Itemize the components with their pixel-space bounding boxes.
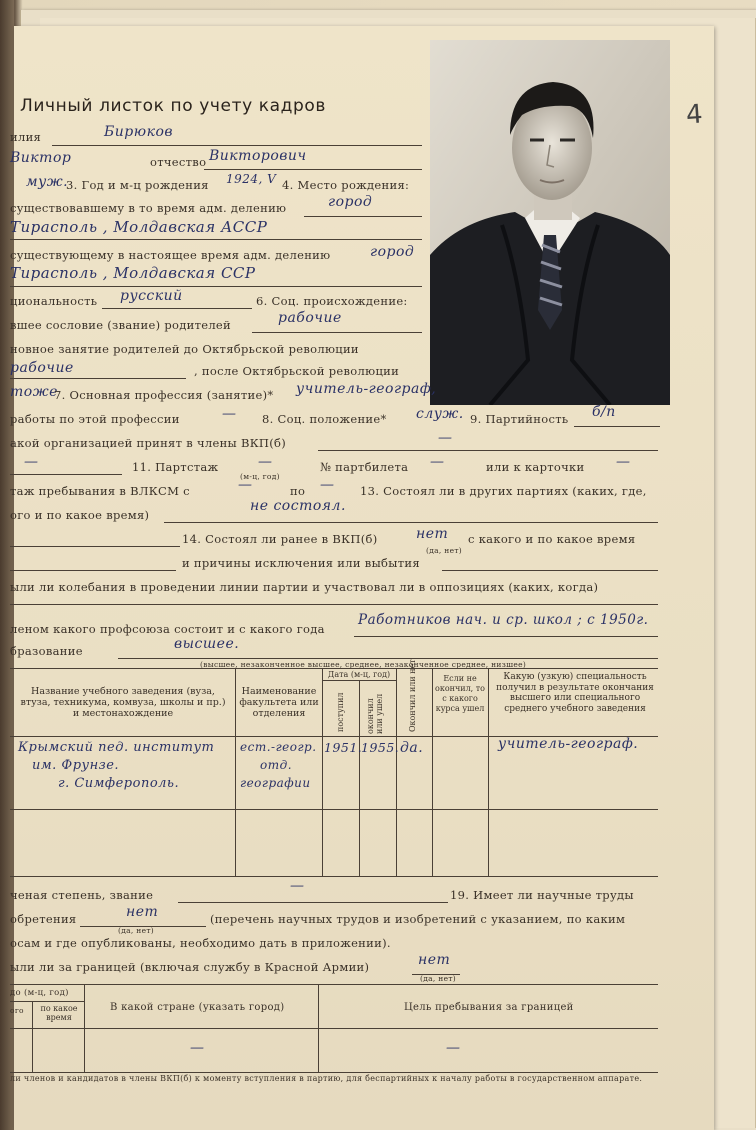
party-term-value: — (258, 454, 273, 470)
komsomol-from: — (238, 477, 253, 493)
estate-value: рабочие (278, 310, 342, 326)
footnote: ли членов и кандидатов в члены ВКП(б) к моменту вступления в партию, для беспартийных к началу работы в государственном аппарате. (10, 1074, 643, 1083)
other-party-line (164, 522, 658, 523)
position-label: 8. Соц. положение* (262, 412, 387, 426)
abroad-col-from: ого (10, 1006, 24, 1015)
other-party-label-2: ого и по какое время) (10, 508, 150, 522)
portrait-photo (430, 40, 670, 405)
abroad-col-1 (32, 1001, 33, 1072)
abroad-col-2 (84, 984, 85, 1072)
birthplace-label: 4. Место рождения: (282, 178, 410, 192)
party-label: 9. Партийность (470, 412, 569, 426)
form-sheet (10, 26, 714, 1130)
education-label: бразование (10, 644, 83, 658)
card2-label: или к карточки (486, 460, 585, 474)
komsomol-label: таж пребывания в ВЛКСМ с (10, 484, 190, 498)
n14-value: нет (416, 526, 449, 542)
science-label: ченая степень, звание (10, 888, 154, 902)
nationality-line (102, 308, 252, 309)
patronymic-label: отчество (150, 155, 207, 169)
edu-table-row1-bottom (10, 809, 658, 810)
n14-hint: (да, нет) (426, 546, 462, 555)
current-division-label: существующему в настоящее время адм. делению (10, 248, 331, 262)
science-value: — (290, 878, 305, 894)
current-division-value: город (370, 244, 415, 260)
science-line (178, 902, 448, 903)
old-division-label: существовавшему в то время адм. делению (10, 201, 287, 215)
surname-line (52, 145, 422, 146)
institution-line-2: им. Фрунзе. (32, 758, 120, 773)
entered-value: 1951. (324, 740, 363, 755)
komsomol-to-label: по (290, 484, 306, 498)
edu-table-bottom (10, 876, 658, 877)
header-dates: Дата (м-ц, год) (327, 670, 391, 679)
oscillation-label: ыли ли колебания в проведении линии партии и участвовал ли в оппозициях (каких, когда) (10, 580, 599, 594)
card2-value: — (616, 454, 631, 470)
abroad-sub-line (10, 1001, 84, 1002)
graduated-value: 1955. (361, 740, 400, 755)
nationality-value: русский (120, 288, 183, 304)
work-value: — (222, 406, 237, 422)
estate-label: вшее сословие (звание) родителей (10, 318, 232, 332)
exclusion-line (442, 570, 658, 571)
old-place-line (10, 239, 422, 240)
name-value: Виктор (10, 150, 72, 166)
origin-label: 6. Соц. происхождение: (256, 294, 408, 308)
n14-tail: с какого и по какое время (468, 532, 636, 546)
sex-value: муж. (26, 174, 69, 190)
n11-lead-line (10, 474, 122, 475)
month-year-hint: (м-ц, год) (240, 472, 280, 481)
patronymic-line (204, 169, 422, 170)
invention-hint: (да, нет) (118, 926, 154, 935)
org-value: — (438, 430, 453, 446)
header-graduated: окончил или ушел (366, 693, 384, 734)
occupation-label: новное занятие родителей до Октябрьской революции (10, 342, 359, 356)
institution-line-3: г. Симферополь. (58, 776, 180, 791)
invention-label: обретения (10, 912, 77, 926)
profession-value: учитель-географ, (296, 381, 437, 397)
occupation-before-value: рабочие (10, 360, 74, 376)
invention-value: нет (126, 904, 159, 920)
abroad-row-country: — (190, 1040, 205, 1056)
party-term-label: 11. Партстаж (132, 460, 219, 474)
card-value: — (430, 454, 445, 470)
education-value: высшее. (174, 636, 240, 652)
header-specialty: Какую (узкую) специальность получил в результате окончания высшего или специального среднего учебного заведения (496, 672, 654, 714)
header-faculty: Наименование факультета или отделения (239, 686, 319, 719)
col-divider-3 (359, 680, 360, 876)
abroad-col-to: по какое время (40, 1004, 78, 1022)
estate-line (252, 332, 422, 333)
org-line (318, 450, 658, 451)
oscillation-line (10, 604, 658, 605)
occupation-line (10, 378, 186, 379)
org-label: акой организацией принят в члены ВКП(б) (10, 436, 287, 450)
abroad-col-country: В какой стране (указать город) (110, 1002, 285, 1013)
abroad-value: нет (418, 952, 451, 968)
current-place-value: Тирасполь , Молдавская ССР (10, 264, 256, 282)
occupation-after-value: тоже (10, 384, 58, 400)
party-line (574, 426, 660, 427)
header-if-not: Если не окончил, то с какого курса ушел (435, 674, 485, 713)
form-title: Личный листок по учету кадров (20, 96, 327, 116)
nationality-label: циональность (10, 294, 98, 308)
union-value: Работников нач. и ср. школ ; с 1950г. (358, 612, 649, 628)
finished-value: да. (400, 740, 424, 756)
other-party-value: не состоял. (250, 498, 346, 514)
surname-value: Бирюков (104, 124, 174, 140)
other-party-label: 13. Состоял ли в других партиях (каких, где, (360, 484, 647, 498)
abroad-header-bottom (10, 1028, 658, 1029)
specialty-value: учитель-географ. (498, 736, 639, 752)
header-institution: Название учебного заведения (вуза, втуза, техникума, комвуза, школы и пр.) и местонахождение (20, 686, 226, 719)
exclusion-lead-line (10, 570, 176, 571)
col-divider-2 (322, 668, 323, 876)
n14-label: 14. Состоял ли ранее в ВКП(б) (182, 532, 378, 546)
faculty-line-1: ест.-геогр. (240, 740, 317, 754)
faculty-line-3: географии (240, 776, 311, 790)
card-label: № партбилета (320, 460, 409, 474)
union-label: леном какого профсоюза состоит и с какого года (10, 622, 325, 636)
abroad-table-top (10, 984, 658, 985)
profession-label: 7. Основная профессия (занятие)* (54, 388, 274, 402)
exclusion-label: и причины исключения или выбытия (182, 556, 420, 570)
birth-label: 3. Год и м-ц рождения (66, 178, 209, 192)
invention-tail-2: осам и где опубликованы, необходимо дать в приложении). (10, 936, 391, 950)
after-revolution-label: , после Октябрьской революции (194, 364, 400, 378)
abroad-row-purpose: — (446, 1040, 461, 1056)
birth-value: 1924, V (226, 172, 277, 186)
abroad-label: ыли ли за границей (включая службу в Красной Армии) (10, 960, 370, 974)
work-label: работы по этой профессии (10, 412, 180, 426)
party-value: б/п (592, 404, 616, 420)
col-divider-1 (235, 668, 236, 876)
abroad-col-3 (318, 984, 319, 1072)
col-divider-5 (432, 668, 433, 876)
portrait-image (430, 40, 670, 405)
invention-tail: (перечень научных трудов и изобретений с указанием, по каким (210, 912, 626, 926)
abroad-col-purpose: Цель пребывания за границей (404, 1002, 574, 1013)
old-division-value: город (328, 194, 373, 210)
col-divider-4 (396, 668, 397, 876)
header-finished: Окончил или нет (408, 659, 417, 732)
komsomol-to: — (320, 477, 335, 493)
surname-label: илия (10, 130, 42, 144)
patronymic-value: Викторович (209, 148, 307, 164)
n14-lead-line (10, 546, 180, 547)
org-value-2: — (24, 454, 39, 470)
abroad-col-when: до (м-ц, год) (10, 988, 69, 998)
education-line (118, 658, 658, 659)
header-entered: поступил (336, 692, 345, 732)
col-divider-6 (488, 668, 489, 876)
page-number: 4 (684, 99, 704, 131)
current-place-line (10, 286, 422, 287)
abroad-table-bottom (10, 1072, 658, 1073)
abroad-hint: (да, нет) (420, 974, 456, 983)
institution-line-1: Крымский пед. институт (18, 740, 215, 755)
position-value: служ. (416, 406, 464, 422)
n19-label: 19. Имеет ли научные труды (450, 888, 634, 902)
faculty-line-2: отд. (260, 758, 293, 772)
education-hint: (высшее, незаконченное высшее, среднее, незаконченное среднее, низшее) (200, 660, 527, 669)
old-place-value: Тирасполь , Молдавская АССР (10, 218, 268, 236)
union-line (354, 636, 658, 637)
old-division-line (304, 216, 422, 217)
